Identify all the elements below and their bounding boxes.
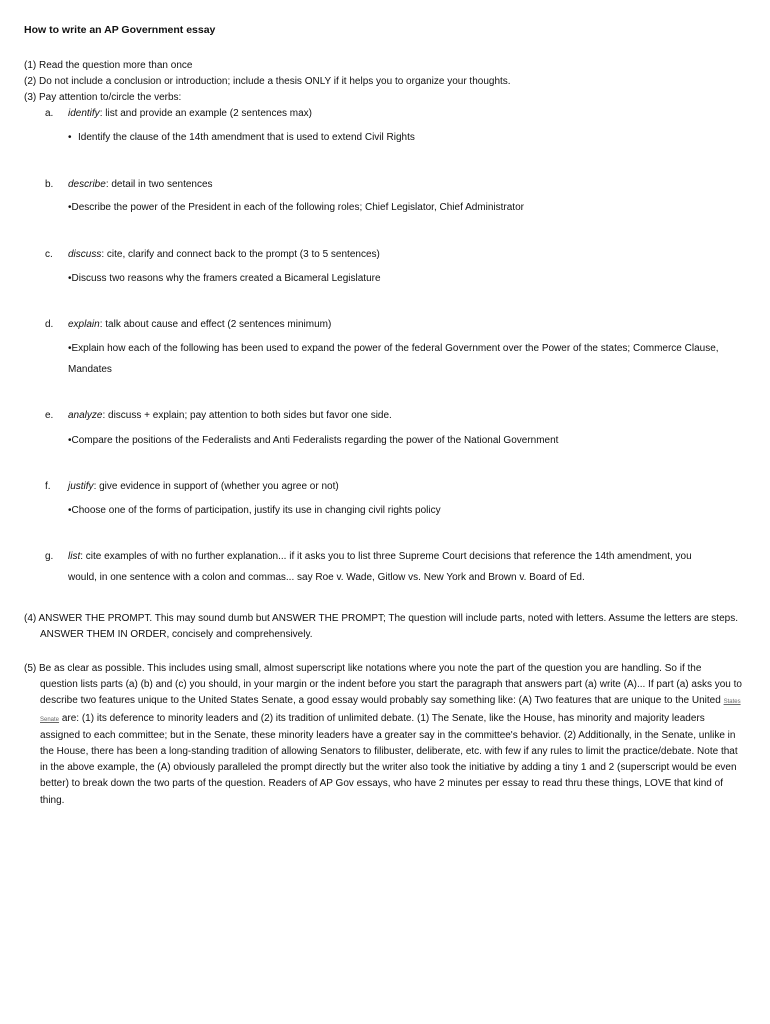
verb-term: list (68, 551, 81, 562)
step-1: (1) Read the question more than once (24, 60, 193, 71)
bullet-icon: • (68, 202, 72, 213)
step-4: (4) ANSWER THE PROMPT. This may sound dumb but ANSWER THE PROMPT; The question will include parts, noted with letters. Assume the letters are steps. ANSWER THEM IN ORDER, concisely and comprehensively. (24, 613, 738, 641)
bullet-icon: • (68, 343, 72, 354)
verb-term: explain (68, 319, 100, 330)
verb-definition: : give evidence in support of (whether you agree or not) (93, 481, 339, 492)
step-2: (2) Do not include a conclusion or introduction; include a thesis ONLY if it helps you to organize your thoughts. (24, 76, 511, 87)
verb-example-justify: •Choose one of the forms of participation, justify its use in changing civil rights policy (68, 505, 441, 516)
verb-letter: c. (45, 249, 53, 260)
step-5: (5) Be as clear as possible. This includes using small, almost superscript like notations where you note the part of the question you are handling. So if the question lists parts (a) (b) and (c) you should, in your margin or the indent before you start the paragraph that answers part (a) write (A)... If part (a) asks you to describe two features unique to the United States Senate, a good essay would probably say something like: (A) Two features that are unique to the United States Senate are: (1) its deference to minority leaders and (2) its tradition of unlimited debate. (1) The Senate, like the House, has minority and majority leaders assigned to each committee; but in the Senate, these minority leaders have a greater say in the committee's behavior. (2) Additionally, in the Senate, unlike in the House, there has been a long-standing tradition of allowing Senators to filibuster, deliberate, etc. with few if any rules to limit the practice/debate. Note that in the above example, the (A) obviously paralleled the prompt directly but the writer also took the initiative by adding a tiny 1 and 2 (superscript would be even better) to break down the two parts of the question. Readers of AP Gov essays, who have 2 minutes per essay to read thru these things, LOVE that kind of thing. (24, 663, 742, 806)
verb-definition: : cite examples of with no further explanation... if it asks you to list three Supreme Court decisions that reference the 14th amendment, you (80, 551, 692, 562)
verb-term: justify (68, 481, 94, 492)
verb-definition-list-cont: would, in one sentence with a colon and commas... say Roe v. Wade, Gitlow vs. New York and Brown v. Board of Ed. (68, 572, 585, 583)
verb-letter: g. (45, 551, 54, 562)
verb-definition: : cite, clarify and connect back to the prompt (3 to 5 sentences) (101, 249, 380, 260)
verb-example-describe: •Describe the power of the President in each of the following roles; Chief Legislator, Chief Administrator (68, 202, 524, 213)
verb-example-identify: • Identify the clause of the 14th amendment that is used to extend Civil Rights (68, 132, 415, 143)
verb-letter: f. (45, 481, 51, 492)
verb-term: identify (68, 108, 100, 119)
verb-example-explain: •Explain how each of the following has been used to expand the power of the federal Government over the Power of the states; Commerce Clause, (68, 343, 719, 354)
verb-definition: : list and provide an example (2 sentences max) (99, 108, 313, 119)
verb-term: discuss (68, 249, 102, 260)
inline-link-states-senate[interactable]: States Senate (40, 699, 741, 723)
verb-definition: : detail in two sentences (105, 179, 213, 190)
verb-letter: b. (45, 179, 54, 190)
step-3: (3) Pay attention to/circle the verbs: (24, 92, 182, 103)
bullet-icon: • (68, 435, 72, 446)
verb-letter: d. (45, 319, 54, 330)
verb-letter: e. (45, 410, 54, 421)
verb-term: describe (68, 179, 106, 190)
document-title: How to write an AP Government essay (24, 24, 216, 36)
bullet-icon: • (68, 273, 72, 284)
verb-definition: : talk about cause and effect (2 sentences minimum) (99, 319, 332, 330)
verb-letter: a. (45, 108, 54, 119)
verb-definition: : discuss + explain; pay attention to both sides but favor one side. (102, 410, 392, 421)
verb-example-explain-cont: Mandates (68, 364, 112, 375)
bullet-icon: • (68, 505, 72, 516)
bullet-icon: • (68, 132, 72, 143)
verb-example-discuss: •Discuss two reasons why the framers created a Bicameral Legislature (68, 273, 381, 284)
verb-term: analyze (68, 410, 103, 421)
verb-example-analyze: •Compare the positions of the Federalists and Anti Federalists regarding the power of the National Government (68, 435, 559, 446)
